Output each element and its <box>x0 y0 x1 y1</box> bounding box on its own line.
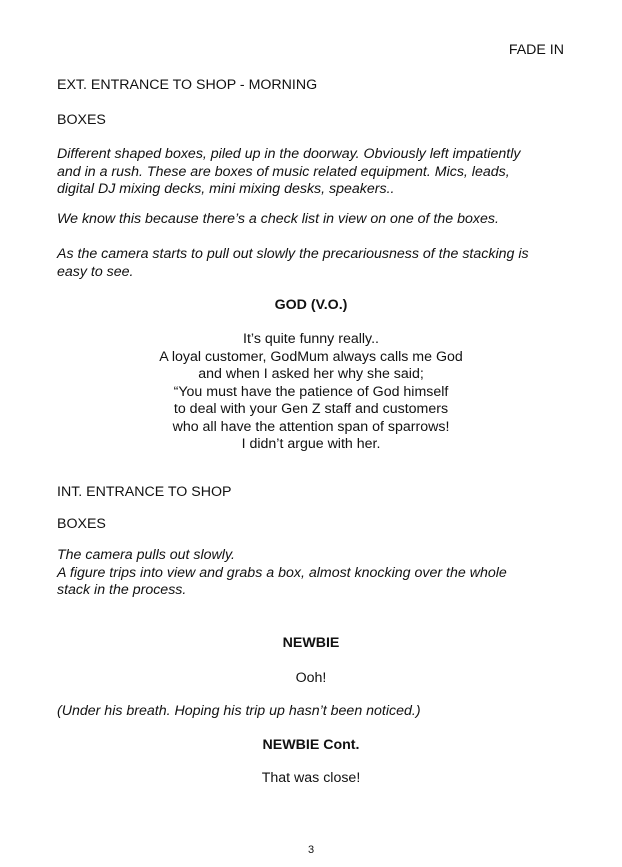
action-line: The camera pulls out slowly. <box>57 547 235 563</box>
action-check-list: We know this because there’s a check list in view on one of the boxes. <box>57 211 499 227</box>
character-newbie-cont: NEWBIE Cont. <box>262 737 360 753</box>
parenthetical-under-breath: (Under his breath. Hoping his trip up hasn’t been noticed.) <box>57 703 421 719</box>
dialogue-line: who all have the attention span of sparrows! <box>172 418 450 435</box>
scene-subheading-boxes-2: BOXES <box>57 516 106 532</box>
action-line: and in a rush. These are boxes of music related equipment. Mics, leads, <box>57 163 510 180</box>
action-line: Different shaped boxes, piled up in the doorway. Obviously left impatiently <box>57 146 521 162</box>
action-boxes-description <box>57 146 567 199</box>
action-camera-pull-out <box>57 246 567 281</box>
transition-fade-in: FADE IN <box>508 42 564 58</box>
character-newbie: NEWBIE <box>282 635 340 651</box>
dialogue-line: and when I asked her why she said; <box>198 366 424 382</box>
action-line: easy to see. <box>57 263 134 280</box>
dialogue-line: “You must have the patience of God himself <box>173 383 449 400</box>
dialogue-line: I didn’t argue with her. <box>241 436 381 452</box>
page-number: 3 <box>307 844 315 856</box>
dialogue-god <box>0 331 622 454</box>
character-god-vo: GOD (V.O.) <box>274 297 348 313</box>
scene-subheading-boxes: BOXES <box>57 112 106 128</box>
dialogue-newbie-ooh: Ooh! <box>295 670 327 686</box>
action-line: As the camera starts to pull out slowly the precariousness of the stacking is <box>57 246 529 262</box>
dialogue-line: to deal with your Gen Z staff and customers <box>173 401 449 417</box>
action-line: stack in the process. <box>57 582 187 598</box>
dialogue-newbie-close: That was close! <box>261 770 361 786</box>
action-line: digital DJ mixing decks, mini mixing desks, speakers.. <box>57 181 395 197</box>
scene-heading-ext-entrance: EXT. ENTRANCE TO SHOP - MORNING <box>57 77 318 93</box>
action-line: A figure trips into view and grabs a box, almost knocking over the whole <box>57 564 507 581</box>
dialogue-line: A loyal customer, GodMum always calls me God <box>159 348 463 365</box>
action-figure-trips <box>57 547 567 600</box>
scene-heading-int-entrance: INT. ENTRANCE TO SHOP <box>57 484 232 500</box>
dialogue-line: It’s quite funny really.. <box>243 331 379 347</box>
